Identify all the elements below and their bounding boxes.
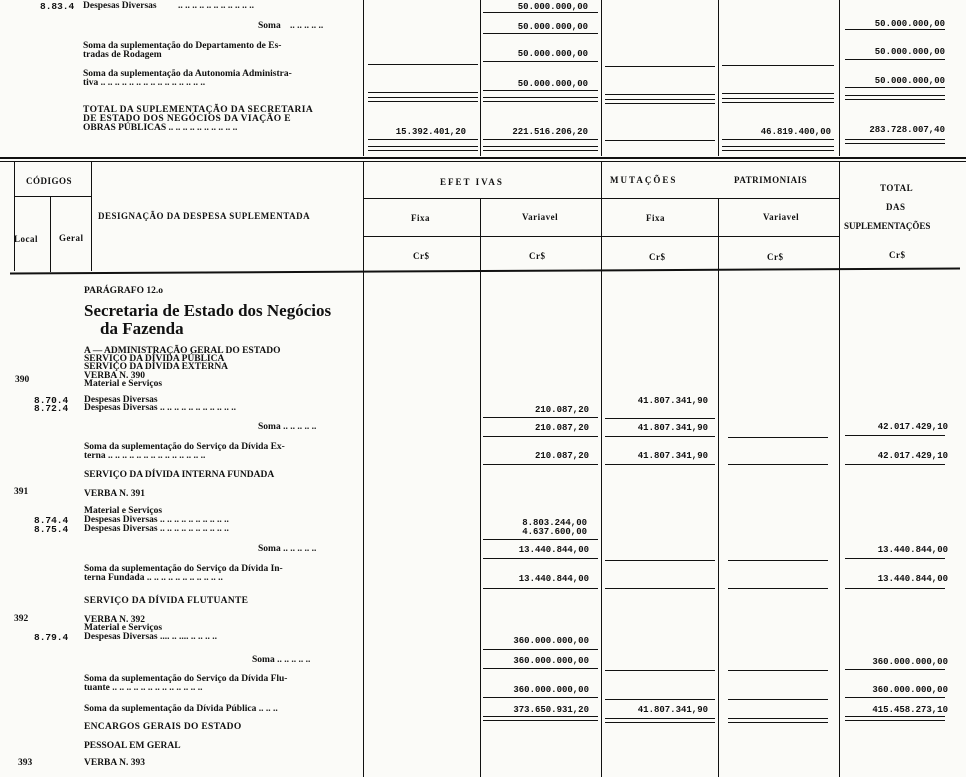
- rule: [722, 139, 834, 140]
- code-geral: 8.75.4: [34, 524, 69, 535]
- rule: [483, 716, 598, 721]
- rule: [722, 65, 834, 66]
- rule: [483, 97, 598, 102]
- rule: [605, 464, 715, 465]
- item-label: Despesas Diversas .... .. .... .. .. .. ..: [84, 632, 217, 642]
- soma-line: terna .. .. .. .. .. .. .. .. .. .. .. .. .. ..: [84, 451, 206, 461]
- rule: [368, 139, 478, 140]
- header-local: Local: [14, 234, 38, 244]
- header-efetivas: EFET IVAS: [440, 177, 504, 187]
- value-variavel: 360.000.000,00: [513, 656, 589, 666]
- soma-label: Soma .. .. .. .. ..: [252, 655, 311, 665]
- verba: VERBA N. 393: [84, 758, 145, 768]
- row-dots: .. .. .. .. .. .. .. .. .. .. ..: [178, 1, 254, 11]
- soma-label: Soma: [258, 21, 281, 31]
- value-total: 283.728.007,40: [869, 125, 945, 135]
- rule: [728, 718, 828, 723]
- rule: [722, 146, 834, 151]
- row-line1: Soma da suplementação da Autonomia Administra-: [83, 69, 292, 79]
- rule: [605, 418, 715, 419]
- rule: [845, 29, 945, 30]
- item-label: Despesas Diversas .. .. .. .. .. .. .. .. .. .. ..: [84, 403, 236, 413]
- section-heading: ENCARGOS GERAIS DO ESTADO: [84, 722, 242, 732]
- header-fixa: Fixa: [646, 213, 665, 223]
- admin-line: SERVIÇO DA DÍVIDA PÚBLICA: [84, 354, 225, 364]
- code-local: 390: [15, 375, 30, 385]
- header-bottom-rule: [10, 268, 960, 275]
- rule: [483, 436, 598, 437]
- rule: [845, 697, 945, 698]
- value-variavel: 50.000.000,00: [517, 79, 588, 89]
- value-total: 42.017.429,10: [877, 422, 948, 432]
- rule: [483, 417, 598, 418]
- rule: [483, 464, 598, 465]
- value-variavel: 210.087,20: [534, 451, 589, 461]
- soma-line: Soma da suplementação do Serviço da Dívida In-: [84, 564, 283, 574]
- total-line3: OBRAS PÚBLICAS .. .. .. .. .. .. .. .. .. ..: [83, 123, 238, 133]
- value-variavel: 210.087,20: [534, 423, 589, 433]
- rule: [368, 64, 478, 65]
- value-mut-variavel: 46.819.400,00: [760, 127, 831, 137]
- rule: [845, 716, 945, 721]
- value-mut-fixa: 41.807.341,90: [637, 451, 708, 461]
- rule: [845, 59, 945, 60]
- soma-line: Soma da suplementação do Serviço da Dívida Ex-: [84, 442, 285, 452]
- header-variavel: Variavel: [522, 212, 559, 222]
- soma-dots: .. .. .. .. ..: [290, 21, 324, 31]
- rule: [483, 588, 598, 589]
- rule: [728, 588, 828, 589]
- soma-line: Soma da suplementação do Serviço da Dívida Flu-: [84, 674, 288, 684]
- header-currency: Cr$: [529, 251, 546, 261]
- item-label: Despesas Diversas .. .. .. .. .. .. .. .. .. ..: [84, 515, 229, 525]
- code-geral: 8.74.4: [34, 515, 69, 526]
- value-variavel: 221.516.206,20: [512, 127, 588, 137]
- code-geral: 8.72.4: [34, 403, 69, 414]
- admin-line: A — ADMINISTRAÇÃO GERAL DO ESTADO: [84, 346, 281, 356]
- rule: [483, 539, 598, 540]
- secretaria-heading: da Fazenda: [100, 319, 184, 338]
- row-label: Despesas Diversas: [83, 1, 157, 11]
- header-currency: Cr$: [413, 251, 430, 261]
- rule: [605, 66, 715, 67]
- value-mut-fixa: 41.807.341,90: [637, 423, 708, 433]
- rule: [845, 464, 945, 465]
- rule: [605, 670, 715, 671]
- value-mut-fixa: 41.807.341,90: [637, 396, 708, 406]
- rule: [845, 558, 945, 559]
- header-fixa: Fixa: [411, 213, 430, 223]
- rule: [483, 146, 598, 151]
- header-geral: Geral: [59, 233, 84, 243]
- header-patrimoniais: PATRIMONIAIS: [734, 175, 808, 185]
- value-fixa: 15.392.401,20: [395, 127, 466, 137]
- rule: [605, 588, 715, 589]
- section-heading: SERVIÇO DA DÍVIDA FLUTUANTE: [84, 596, 249, 606]
- header-designacao: DESIGNAÇÃO DA DESPESA SUPLEMENTADA: [98, 211, 311, 221]
- value-variavel: 373.650.931,20: [513, 705, 589, 715]
- header-mutacoes: MUTAÇÕES: [610, 175, 678, 185]
- header-codigos: CÓDIGOS: [26, 176, 73, 186]
- item-label: Despesas Diversas .. .. .. .. .. .. .. .. .. ..: [84, 524, 229, 534]
- rule: [605, 140, 715, 141]
- rule: [728, 464, 828, 465]
- rule: [483, 139, 598, 140]
- rule: [368, 92, 478, 93]
- value-total: 50.000.000,00: [874, 19, 945, 29]
- verba: VERBA N. 391: [84, 489, 145, 499]
- header-total: SUPLEMENTAÇÕES: [844, 221, 931, 231]
- value-variavel: 8.803.244,00: [522, 518, 587, 528]
- value-variavel: 50.000.000,00: [517, 22, 588, 32]
- rule: [722, 93, 834, 94]
- header-total: DAS: [886, 202, 906, 212]
- value-variavel: 360.000.000,00: [513, 636, 589, 646]
- rule: [605, 699, 715, 700]
- paragrafo: PARÁGRAFO 12.o: [84, 286, 163, 296]
- value-variavel: 13.440.844,00: [518, 545, 589, 555]
- admin-line: SERVIÇO DA DÍVIDA EXTERNA: [84, 362, 229, 372]
- column-rule: [14, 161, 15, 271]
- rule: [483, 668, 598, 669]
- total-line2: DE ESTADO DOS NEGÓCIOS DA VIAÇÃO E: [83, 114, 292, 124]
- rule: [845, 435, 945, 436]
- material: Material e Serviços: [84, 506, 163, 516]
- header-top-rule: [0, 161, 966, 162]
- value-mut-fixa: 41.807.341,90: [637, 705, 708, 715]
- soma-line: Soma da suplementação da Dívida Pública .. .. ..: [84, 704, 278, 714]
- column-rule: [480, 0, 481, 156]
- material: Material e Serviços: [84, 623, 163, 633]
- rule: [605, 560, 715, 561]
- rule: [483, 90, 598, 91]
- column-rule: [718, 198, 719, 777]
- total-line1: TOTAL DA SUPLEMENTAÇÃO DA SECRETARIA: [83, 105, 314, 115]
- header-currency: Cr$: [889, 250, 906, 260]
- admin-line: VERBA N. 390: [84, 371, 145, 381]
- column-rule: [91, 161, 92, 271]
- soma-line: terna Fundada .. .. .. .. .. .. .. .. .. .. ..: [84, 573, 223, 583]
- value-variavel: 50.000.000,00: [517, 49, 588, 59]
- value-total: 415.458.273,10: [872, 705, 948, 715]
- value-variavel: 210.087,20: [534, 405, 589, 415]
- row-line1: Soma da suplementação do Departamento de Es-: [83, 41, 282, 51]
- rule: [845, 588, 945, 589]
- row-line2: tradas de Rodagem: [83, 50, 162, 60]
- rule: [483, 697, 598, 698]
- column-rule: [601, 161, 602, 777]
- soma-line: tuante .. .. .. .. .. .. .. .. .. .. .. .. ..: [84, 683, 203, 693]
- value-total: 13.440.844,00: [877, 574, 948, 584]
- value-total: 42.017.429,10: [877, 451, 948, 461]
- value-total: 360.000.000,00: [872, 685, 948, 695]
- rule: [483, 33, 598, 34]
- rule: [483, 558, 598, 559]
- header-top-rule: [0, 157, 966, 159]
- verba: VERBA N. 392: [84, 615, 145, 625]
- column-rule: [839, 0, 840, 156]
- code-local: 393: [18, 758, 33, 768]
- header-variavel: Variavel: [763, 212, 800, 222]
- rule: [845, 87, 945, 88]
- rule: [483, 649, 598, 650]
- rule: [483, 61, 598, 62]
- header-total: TOTAL: [880, 183, 914, 193]
- rule: [728, 670, 828, 671]
- value-variavel: 50.000.000,00: [517, 2, 588, 12]
- rule: [728, 437, 828, 438]
- value-total: 360.000.000,00: [872, 657, 948, 667]
- rule: [722, 98, 834, 103]
- soma-label: Soma .. .. .. .. ..: [258, 544, 317, 554]
- admin-line: Material e Serviços: [84, 379, 163, 389]
- rule: [845, 139, 945, 144]
- rule: [728, 699, 828, 700]
- row-line2: tiva .. .. .. .. .. .. .. .. .. .. .. .. .. .. ..: [83, 78, 206, 88]
- value-variavel: 360.000.000,00: [513, 685, 589, 695]
- rule: [368, 146, 478, 151]
- rule: [605, 436, 715, 437]
- value-total: 13.440.844,00: [877, 545, 948, 555]
- column-rule: [50, 196, 51, 272]
- value-total: 50.000.000,00: [874, 47, 945, 57]
- section-heading: SERVIÇO DA DÍVIDA INTERNA FUNDADA: [84, 470, 275, 480]
- rule: [368, 97, 478, 102]
- column-rule: [601, 0, 602, 156]
- value-variavel: 13.440.844,00: [518, 574, 589, 584]
- rule: [605, 99, 715, 104]
- rule: [845, 669, 945, 670]
- rule: [845, 95, 945, 100]
- secretaria-heading: Secretaria de Estado dos Negócios: [84, 301, 332, 320]
- rule: [728, 560, 828, 561]
- rule: [483, 12, 598, 13]
- value-total: 50.000.000,00: [874, 76, 945, 86]
- value-variavel: 4.637.600,00: [522, 527, 587, 537]
- header-rule: [14, 196, 91, 197]
- column-rule: [363, 161, 364, 777]
- column-rule: [718, 0, 719, 156]
- code-geral: 8.70.4: [34, 395, 69, 406]
- header-currency: Cr$: [767, 252, 784, 262]
- header-currency: Cr$: [649, 252, 666, 262]
- rule: [605, 718, 715, 723]
- code-geral: 8.79.4: [34, 632, 69, 643]
- code-8-83-4: 8.83.4: [40, 1, 75, 12]
- code-local: 392: [14, 614, 29, 624]
- section-heading: PESSOAL EM GERAL: [84, 741, 181, 751]
- soma-label: Soma .. .. .. .. ..: [258, 422, 317, 432]
- rule: [605, 94, 715, 95]
- item-label: Despesas Diversas: [84, 395, 158, 405]
- column-rule: [363, 0, 364, 156]
- code-local: 391: [14, 487, 29, 497]
